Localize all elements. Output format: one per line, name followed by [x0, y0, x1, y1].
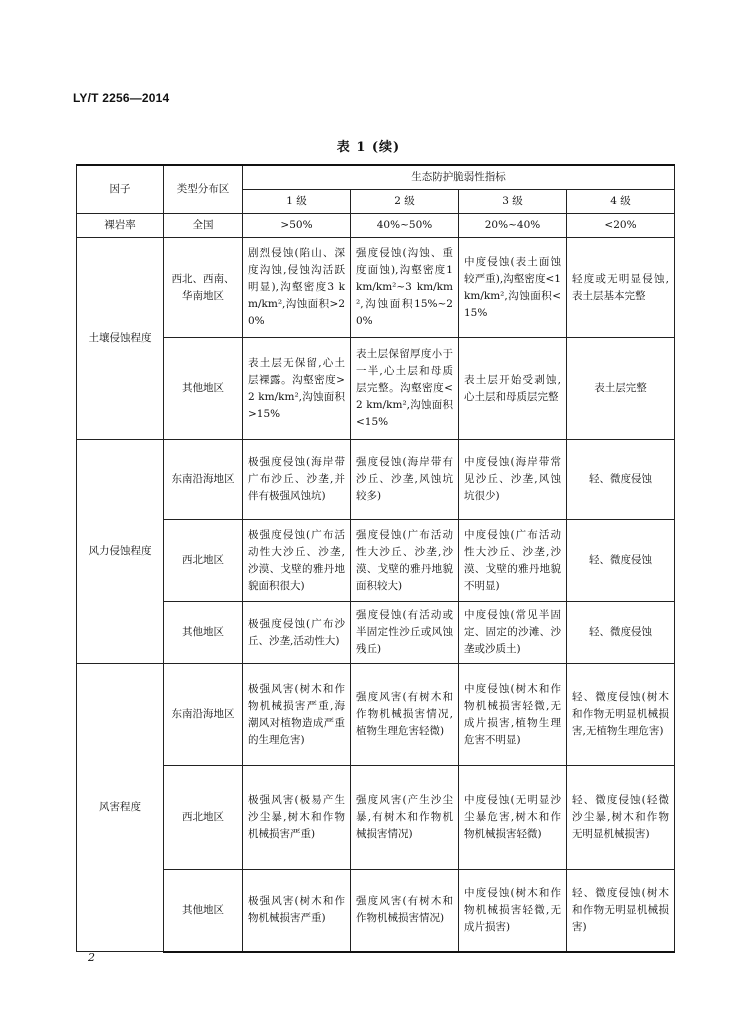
value-cell: 20%~40%: [459, 214, 567, 238]
header-indicator: 生态防护脆弱性指标: [243, 165, 675, 190]
value-cell: 表土层无保留,心土层裸露。沟壑密度>2 km/km²,沟蚀面积>15%: [243, 338, 351, 440]
region-cell: 全国: [164, 214, 243, 238]
value-cell: 极强风害(极易产生沙尘暴,树木和作物机械损害严重): [243, 766, 351, 870]
value-cell: 轻、微度侵蚀(树木和作物无明显机械损害): [567, 870, 675, 952]
table-row: [77, 664, 675, 766]
factor-cell: 裸岩率: [77, 214, 164, 238]
value-cell: 中度侵蚀(广布活动性大沙丘、沙垄,沙漠、戈壁的雅丹地貌不明显): [459, 520, 567, 602]
value-cell: 40%~50%: [351, 214, 459, 238]
value-cell: 中度侵蚀(常见半固定、固定的沙滩、沙垄或沙质土): [459, 602, 567, 664]
header-level-3: 3 级: [459, 190, 567, 214]
value-cell: 强度侵蚀(海岸带有沙丘、沙垄,风蚀坑较多): [351, 440, 459, 520]
value-cell: 中度侵蚀(树木和作物机械损害轻微,无成片损害,植物生理危害不明显): [459, 664, 567, 766]
header-region: 类型分布区: [164, 165, 243, 214]
table-row: [77, 440, 675, 520]
value-cell: 极强度侵蚀(广布沙丘、沙垄,活动性大): [243, 602, 351, 664]
vulnerability-indicator-table: [76, 164, 675, 953]
value-cell: 强度风害(产生沙尘暴,有树木和作物机械损害情况): [351, 766, 459, 870]
value-cell: 表土层保留厚度小于一半,心土层和母质层完整。沟壑密度<2 km/km²,沟蚀面积<15%: [351, 338, 459, 440]
table-row: [77, 766, 675, 870]
value-cell: 轻、微度侵蚀: [567, 520, 675, 602]
value-cell: 极强风害(树木和作物机械损害严重,海潮风对植物造成严重的生理危害): [243, 664, 351, 766]
region-cell: 东南沿海地区: [164, 440, 243, 520]
region-cell: 西北、西南、华南地区: [164, 238, 243, 338]
table-title: 表 1 (续): [336, 140, 401, 155]
table-row: [77, 870, 675, 952]
value-cell: 表土层完整: [567, 338, 675, 440]
value-cell: 强度侵蚀(沟蚀、重度面蚀),沟壑密度1 km/km²~3 km/km²,沟蚀面积15%~20%: [351, 238, 459, 338]
factor-cell: 风力侵蚀程度: [77, 440, 164, 664]
value-cell: 中度侵蚀(无明显沙尘暴危害,树木和作物机械损害轻微): [459, 766, 567, 870]
value-cell: 轻、微度侵蚀: [567, 602, 675, 664]
value-cell: 中度侵蚀(海岸带常见沙丘、沙垄,风蚀坑很少): [459, 440, 567, 520]
table-row: [77, 338, 675, 440]
value-cell: 轻、微度侵蚀(树木和作物无明显机械损害,无植物生理危害): [567, 664, 675, 766]
region-cell: 其他地区: [164, 338, 243, 440]
value-cell: >50%: [243, 214, 351, 238]
value-cell: 强度风害(有树木和作物机械损害情况): [351, 870, 459, 952]
header-level-4: 4 级: [567, 190, 675, 214]
value-cell: 强度侵蚀(有活动或半固定性沙丘或风蚀残丘): [351, 602, 459, 664]
value-cell: 中度侵蚀(表土面蚀较严重),沟壑密度<1 km/km²,沟蚀面积<15%: [459, 238, 567, 338]
value-cell: 剧烈侵蚀(陷山、深度沟蚀,侵蚀沟活跃明显),沟壑密度3 km/km²,沟蚀面积>20%: [243, 238, 351, 338]
factor-cell: 土壤侵蚀程度: [77, 238, 164, 440]
header-factor: 因子: [77, 165, 164, 214]
page-number: 2: [88, 951, 95, 964]
table-row: [77, 602, 675, 664]
value-cell: 轻度或无明显侵蚀,表土层基本完整: [567, 238, 675, 338]
value-cell: 极强度侵蚀(海岸带广布沙丘、沙垄,并伴有极强风蚀坑): [243, 440, 351, 520]
value-cell: 强度风害(有树木和作物机械损害情况,植物生理危害轻微): [351, 664, 459, 766]
value-cell: 轻、微度侵蚀: [567, 440, 675, 520]
region-cell: 西北地区: [164, 766, 243, 870]
region-cell: 其他地区: [164, 602, 243, 664]
value-cell: <20%: [567, 214, 675, 238]
table-row: [77, 520, 675, 602]
value-cell: 表土层开始受剥蚀,心土层和母质层完整: [459, 338, 567, 440]
factor-cell: 风害程度: [77, 664, 164, 952]
value-cell: 中度侵蚀(树木和作物机械损害轻微,无成片损害): [459, 870, 567, 952]
table-row-rock-rate: [77, 214, 675, 238]
header-level-1: 1 级: [243, 190, 351, 214]
value-cell: 轻、微度侵蚀(轻微沙尘暴,树木和作物无明显机械损害): [567, 766, 675, 870]
standard-code: LY/T 2256—2014: [73, 91, 170, 105]
region-cell: 其他地区: [164, 870, 243, 952]
header-row-1: [77, 165, 675, 190]
region-cell: 东南沿海地区: [164, 664, 243, 766]
value-cell: 极强风害(树木和作物机械损害严重): [243, 870, 351, 952]
value-cell: 强度侵蚀(广布活动性大沙丘、沙垄,沙漠、戈壁的雅丹地貌面积较大): [351, 520, 459, 602]
table-row: [77, 238, 675, 338]
value-cell: 极强度侵蚀(广布活动性大沙丘、沙垄,沙漠、戈壁的雅丹地貌面积很大): [243, 520, 351, 602]
header-level-2: 2 级: [351, 190, 459, 214]
region-cell: 西北地区: [164, 520, 243, 602]
